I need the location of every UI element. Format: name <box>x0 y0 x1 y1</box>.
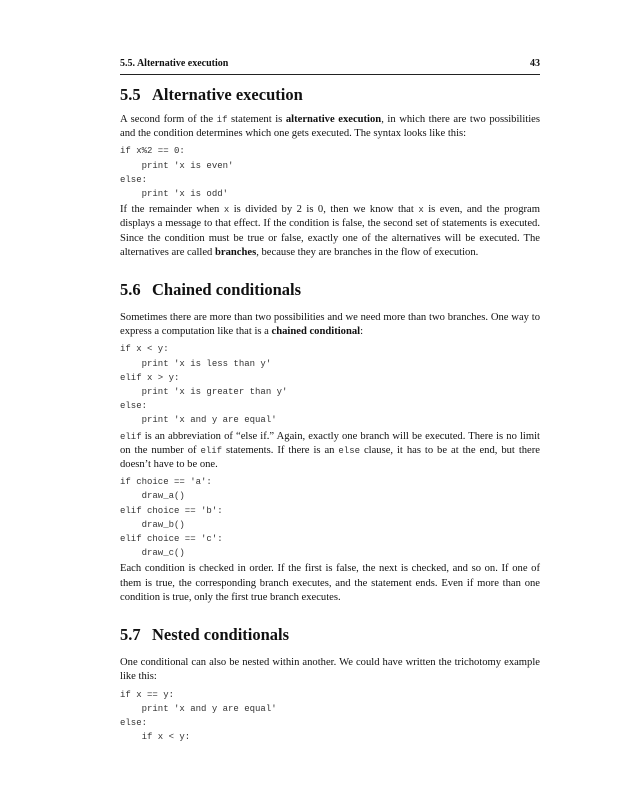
inline-code: elif <box>120 431 142 442</box>
inline-code: x <box>418 205 424 216</box>
section-heading-5-7 <box>120 625 540 645</box>
section-title: Nested conditionals <box>152 625 290 645</box>
inline-code: else <box>338 445 360 456</box>
code-block-chained: if x < y: print 'x is less than y' elif x > y: print 'x is greater than y' else: print 'x and y are equal' <box>120 344 288 426</box>
section-number: 5.6 <box>120 280 141 300</box>
text-run: If the remainder when <box>120 204 224 216</box>
section-title: Chained conditionals <box>152 280 301 300</box>
inline-code: if <box>216 115 228 125</box>
text-run: is an abbreviation of “else if.” Again, exactly one branch will be executed. There is no limit on the number of <box>120 430 540 456</box>
code-block-choice: if choice == 'a': draw_a() elif choice == 'b': draw_b() elif choice == 'c': draw_c() <box>120 477 223 559</box>
defined-term: chained conditional <box>271 326 361 338</box>
paragraph-5-6-intro <box>120 311 540 339</box>
section-number: 5.7 <box>120 625 141 645</box>
paragraph-5-6-closing: Each condition is checked in order. If the first is false, the next is checked, and so on. If one of them is true, the corresponding branch executes, and the statement ends. Even if more than one condition is true, only the first true branch executes. <box>120 563 540 603</box>
section-number: 5.5 <box>120 85 141 104</box>
text-run: A second form of the <box>120 114 217 125</box>
section-heading-5-6 <box>120 280 540 300</box>
section-heading-5-5 <box>120 85 540 105</box>
book-page <box>120 58 540 744</box>
defined-term: branches <box>215 246 257 258</box>
text-run: clause, it has to be at the end, but there doesn’t have to be one. <box>120 444 540 471</box>
text-run: is even, and the program displays a message to that effect. If the condition is false, the second set of statements is executed. Since the condition must be true or false, exactly one of the alternatives will be executed. The alternatives are called <box>120 204 540 258</box>
inline-code: x <box>223 205 230 216</box>
paragraph-5-7-intro: One conditional can also be nested within another. We could have written the trichotomy example like this: <box>120 657 540 683</box>
text-run: statement is <box>227 114 286 125</box>
running-head-section: 5.5. Alternative execution <box>120 58 229 69</box>
text-run: , because they are branches in the flow of execution. <box>256 246 479 258</box>
section-title: Alternative execution <box>152 85 303 104</box>
text-run: Sometimes there are more than two possibilities and we need more than two branches. One way to express a computation like that is a <box>120 312 540 338</box>
code-block-nested: if x == y: print 'x and y are equal' else: if x < y: <box>120 689 277 743</box>
text-run: , in which there are two possibilities and the condition determines which one gets executed. The syntax looks like this: <box>120 114 540 140</box>
inline-code: elif <box>200 445 223 456</box>
text-run: statements. If there is an <box>222 444 339 456</box>
paragraph-5-5-body <box>120 203 540 260</box>
running-head <box>120 58 540 75</box>
text-run: is divided by 2 is 0, then we know that <box>229 204 419 216</box>
paragraph-5-5-intro <box>120 113 540 141</box>
paragraph-5-6-elif <box>120 430 540 473</box>
page-number: 43 <box>530 58 540 69</box>
defined-term: alternative execution <box>285 114 382 125</box>
code-block-alternative: if x%2 == 0: print 'x is even' else: print 'x is odd' <box>120 146 234 200</box>
text-run: : <box>360 326 364 338</box>
